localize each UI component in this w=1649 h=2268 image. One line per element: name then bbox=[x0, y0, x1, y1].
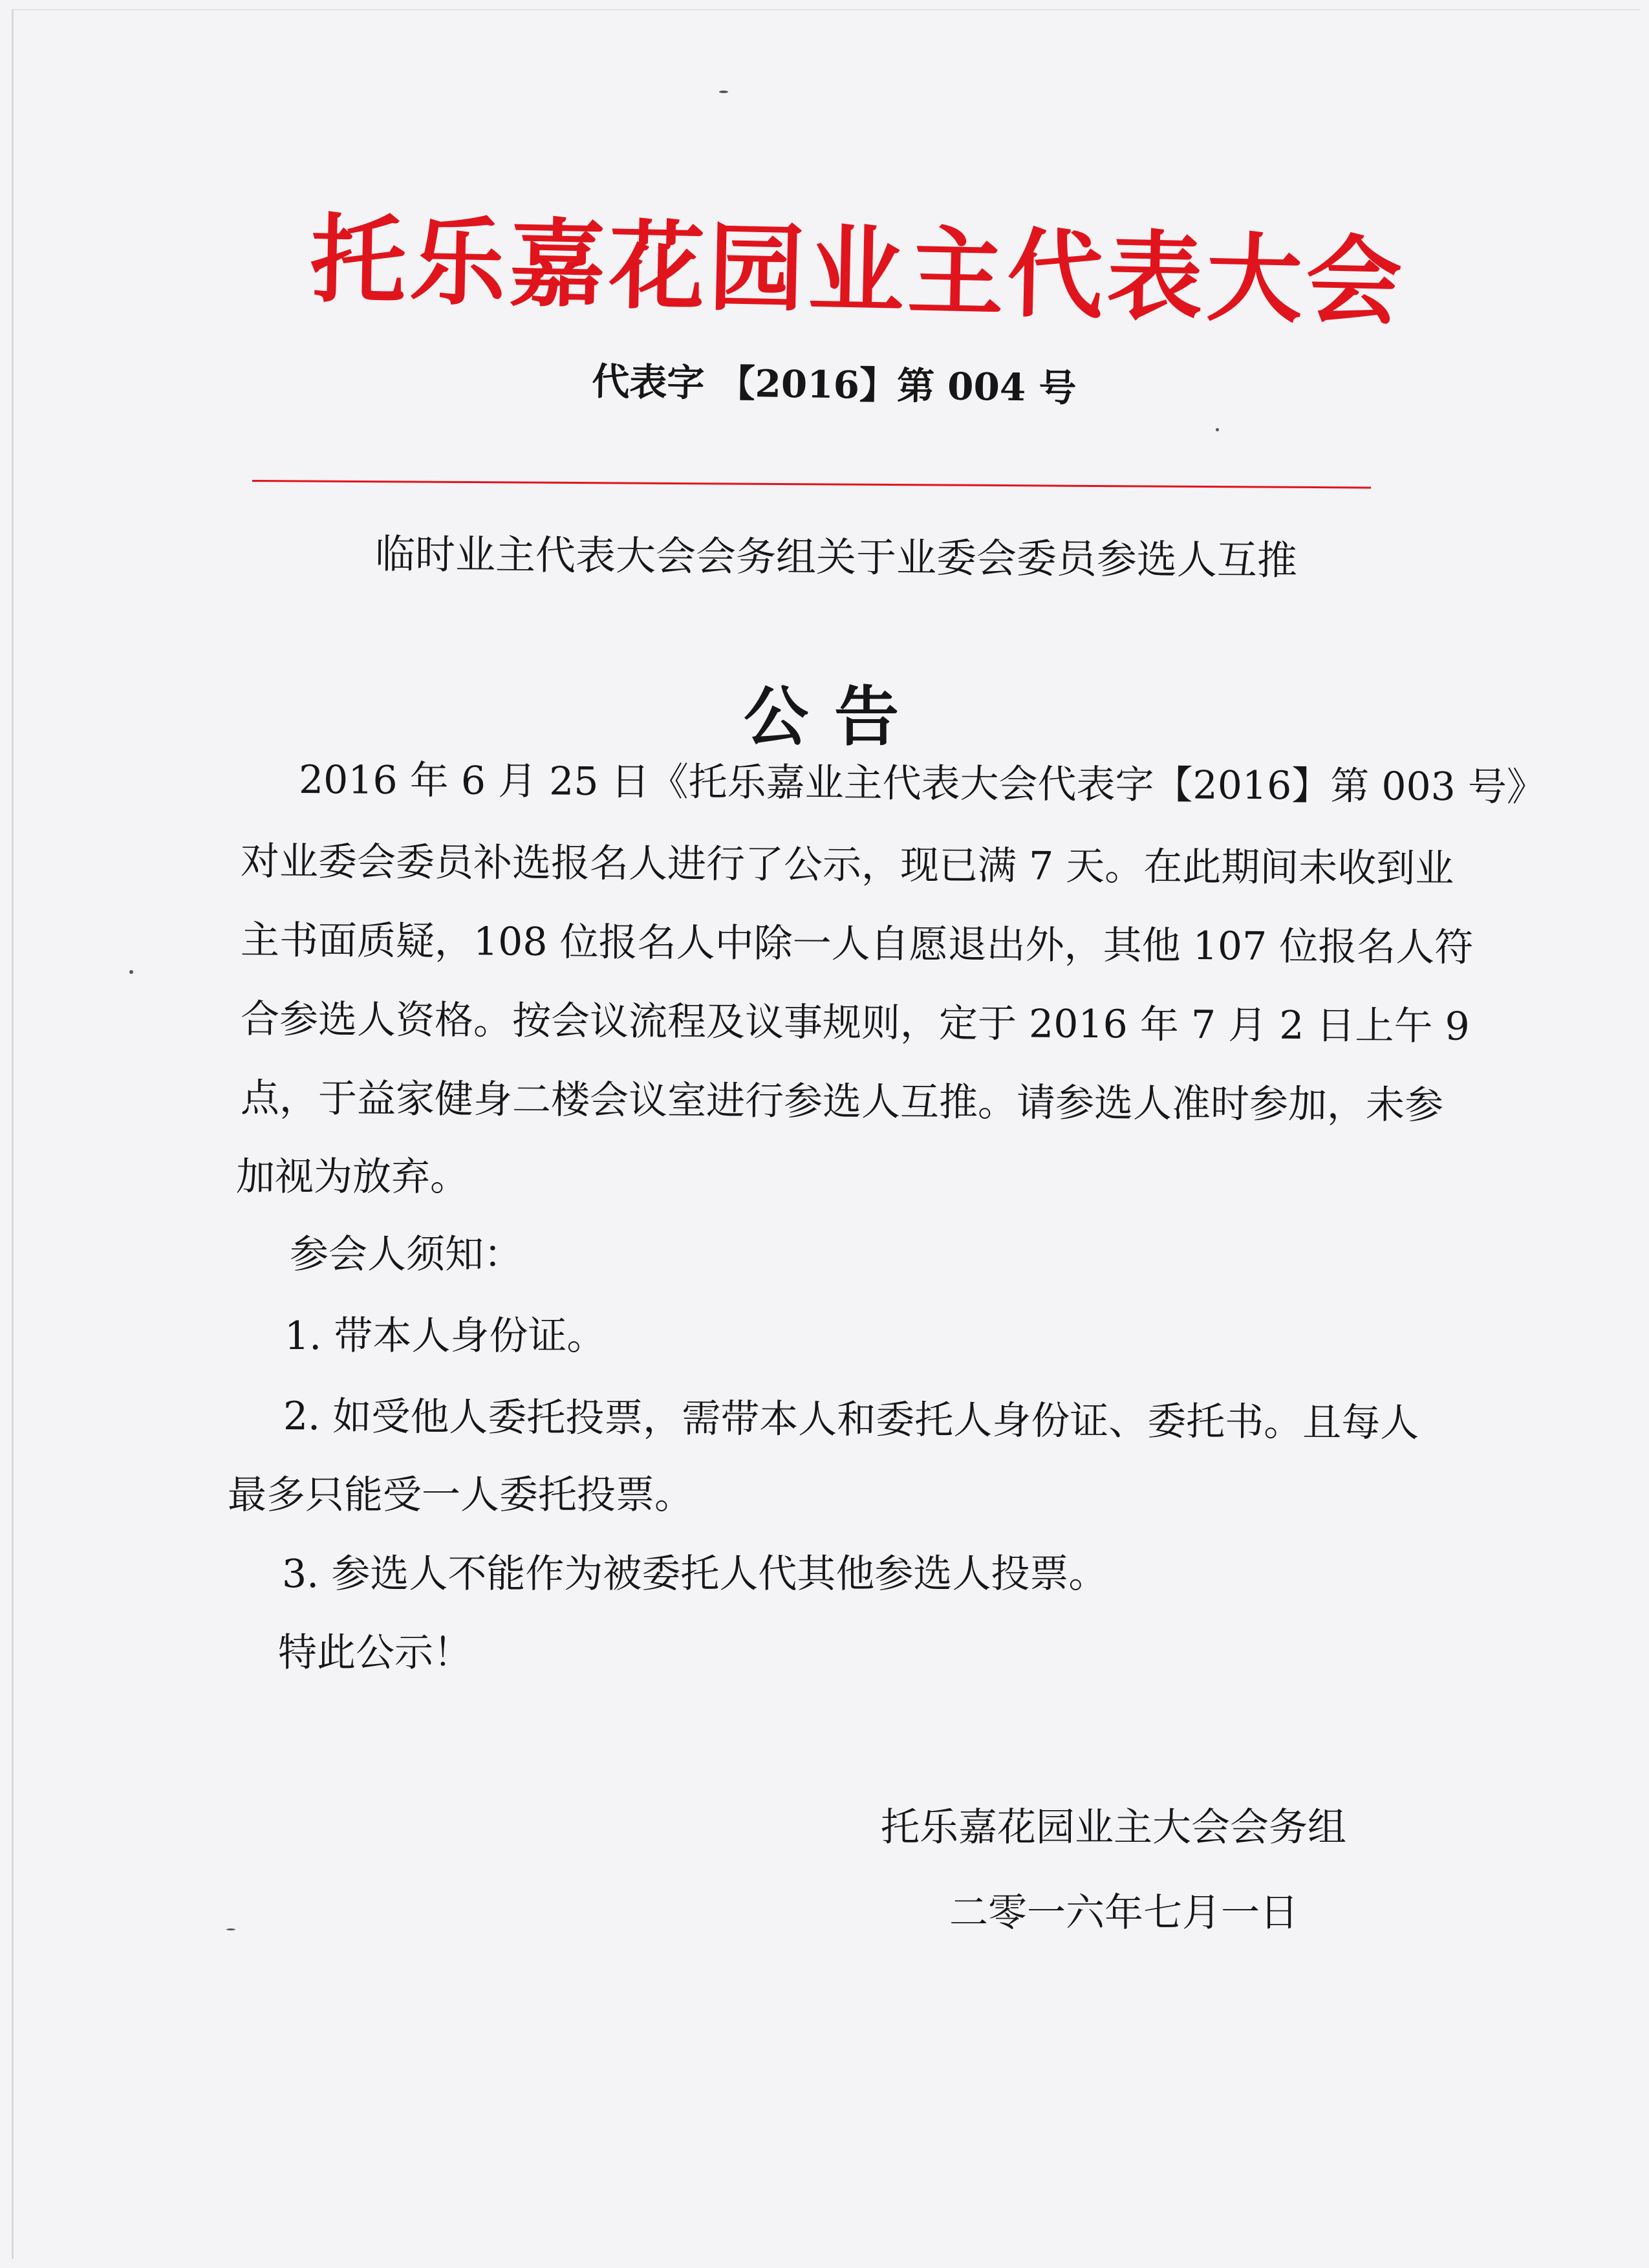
body-line: 对业委会委员补选报名人进行了公示，现已满 7 天。在此期间未收到业 bbox=[240, 839, 1454, 892]
red-divider-rule bbox=[252, 480, 1371, 489]
body-line: 主书面质疑，108 位报名人中除一人自愿退出外，其他 107 位报名人符 bbox=[240, 918, 1474, 971]
body-line: 特此公示！ bbox=[278, 1630, 472, 1676]
notice-subtitle: 临时业主代表大会会务组关于业委会委员参选人互推 bbox=[374, 530, 1298, 584]
body-line: 2. 如受他人委托投票，需带本人和委托人身份证、委托书。且每人 bbox=[283, 1394, 1419, 1446]
header-title: 托乐嘉花园业主代表大会 bbox=[309, 202, 1407, 338]
body-line: 合参选人资格。按会议流程及议事规则，定于 2016 年 7 月 2 日上午 9 bbox=[240, 997, 1470, 1050]
body-line: 参会人须知： bbox=[290, 1232, 523, 1277]
signature-organization: 托乐嘉花园业主大会会务组 bbox=[881, 1805, 1346, 1850]
page-edge bbox=[12, 9, 1640, 2259]
body-line: 3. 参选人不能作为被委托人代其他参选人投票。 bbox=[282, 1551, 1108, 1597]
body-line: 最多只能受一人委托投票。 bbox=[228, 1473, 693, 1518]
document-number: 代表字 【2016】第 004 号 bbox=[591, 359, 1077, 411]
body-line: 1. 带本人身份证。 bbox=[285, 1313, 606, 1359]
body-line: 点，于益家健身二楼会议室进行参选人互推。请参选人准时参加，未参 bbox=[240, 1075, 1444, 1129]
body-line: 2016 年 6 月 25 日《托乐嘉业主代表大会代表字【2016】第 003 号》 bbox=[298, 757, 1546, 810]
body-line: 加视为放弃。 bbox=[236, 1154, 469, 1200]
scan-speck bbox=[129, 970, 133, 974]
signature-date: 二零一六年七月一日 bbox=[949, 1890, 1299, 1936]
notice-heading: 公告 bbox=[744, 678, 925, 755]
scan-speck bbox=[1216, 428, 1219, 431]
scan-speck bbox=[226, 1928, 235, 1930]
scan-speck bbox=[719, 91, 728, 93]
